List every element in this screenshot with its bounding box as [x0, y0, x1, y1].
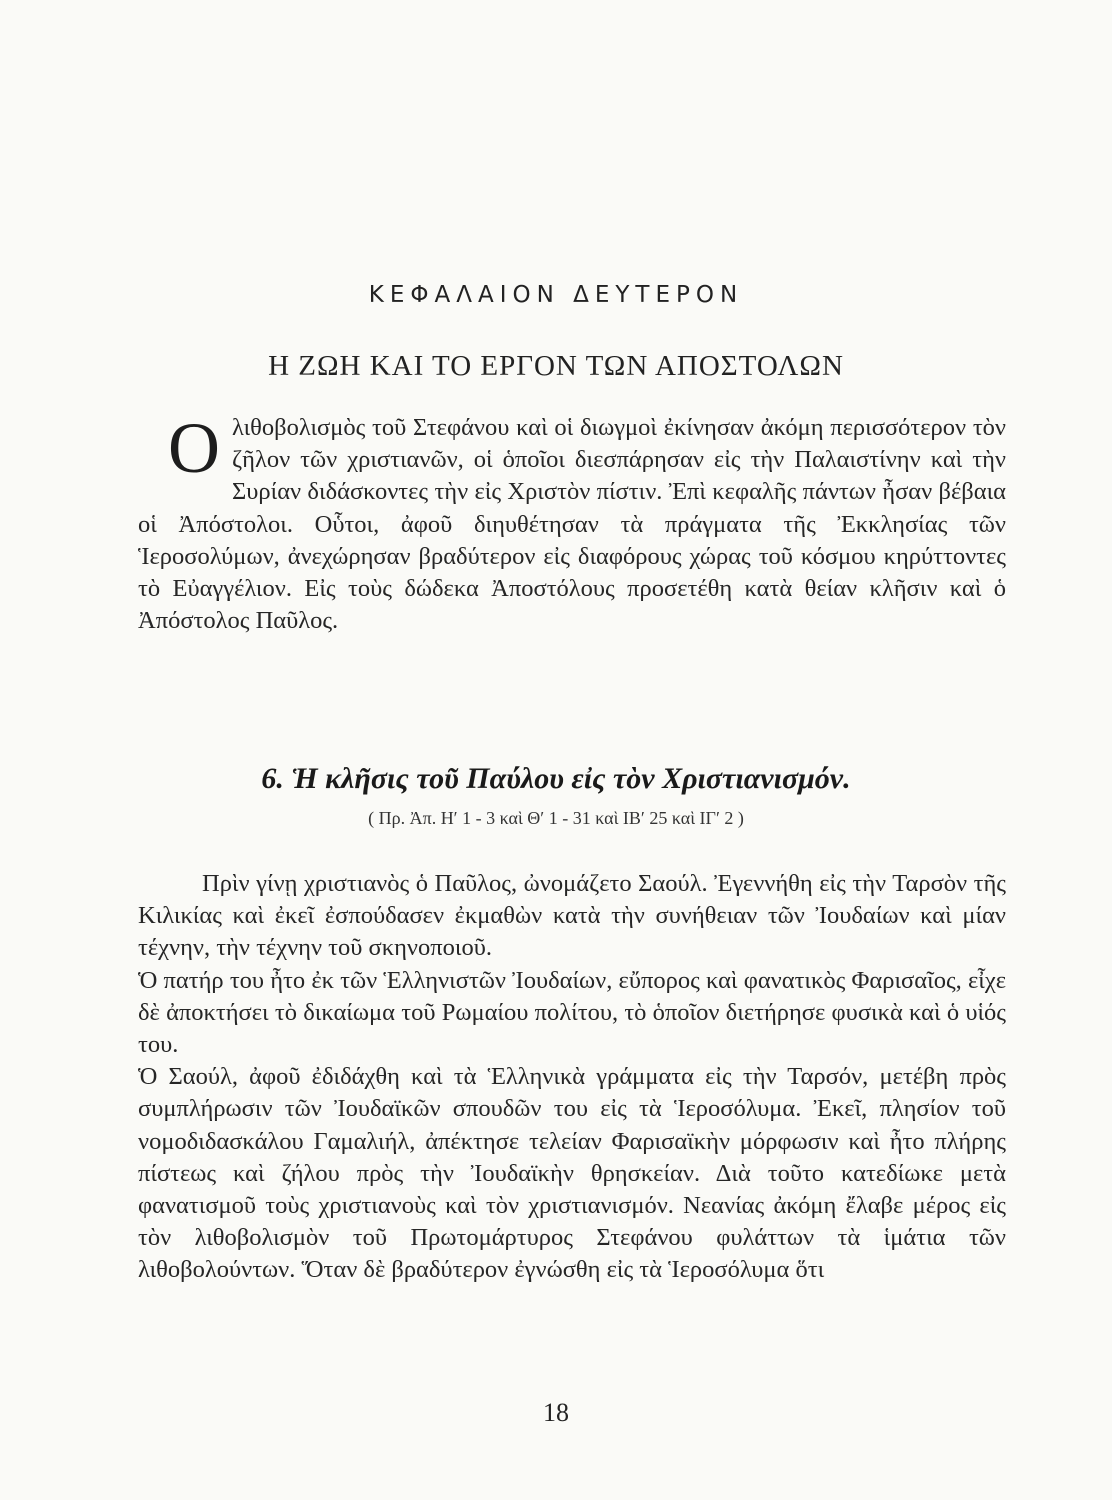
- body-paragraph: Ὁ πατήρ του ἦτο ἐκ τῶν Ἑλληνιστῶν Ἰουδαίων, εὔπορος καὶ φανατικὸς Φαρισαῖος, εἶχε δὲ ἀποκτήσει τὸ δικαίωμα τοῦ Ρωμαίου πολίτου, τὸ ὁποῖον διετήρησε φυσικὰ καὶ ὁ υἱός του.: [138, 966, 1006, 1059]
- section-heading: 6. Ἡ κλῆσις τοῦ Παύλου εἰς τὸν Χριστιανισμόν.: [261, 762, 851, 795]
- section-body: [138, 868, 1006, 1287]
- page-number: 18: [543, 1398, 569, 1427]
- intro-text: λιθοβολισμὸς τοῦ Στεφάνου καὶ οἱ διωγμοὶ ἐκίνησαν ἀκόμη περισσότερον τὸν ζῆλον τῶν χριστιανῶν, οἱ ὁποῖοι διεσπάρησαν εἰς τὴν Παλαιστίνην καὶ τὴν Συρίαν διδάσκοντες τὴν εἰς Χριστὸν πίστιν. Ἐπὶ κεφαλῆς πάντων ἦσαν βέβαια οἱ Ἀπόστολοι. Οὗτοι, ἀφοῦ διηυθέτησαν τὰ πράγματα τῆς Ἐκκλησίας τῶν Ἱεροσολύμων, ἀνεχώρησαν βραδύτερον εἰς διαφόρους χώρας τοῦ κόσμου κηρύττοντες τὸ Εὐαγγέλιον. Εἰς τοὺς δώδεκα Ἀποστόλους προσετέθη κατὰ θείαν κλῆσιν καὶ ὁ Ἀπόστολος Παῦλος.: [138, 414, 1006, 635]
- chapter-label: ΚΕΦΑΛΑΙΟΝ ΔΕΥΤΕΡΟΝ: [368, 282, 744, 308]
- chapter-title: Η ΖΩΗ ΚΑΙ ΤΟ ΕΡΓΟΝ ΤΩΝ ΑΠΟΣΤΟΛΩΝ: [268, 350, 844, 382]
- intro-paragraph: [138, 408, 1006, 637]
- scripture-reference: ( Πρ. Ἀπ. Η′ 1 - 3 καὶ Θ′ 1 - 31 καὶ ΙΒ′ 25 καὶ ΙΓ′ 2 ): [368, 808, 744, 828]
- body-paragraph: Πρὶν γίνῃ χριστιανὸς ὁ Παῦλος, ὠνομάζετο Σαούλ. Ἐγεννήθη εἰς τὴν Ταρσὸν τῆς Κιλικίας καὶ ἐκεῖ ἐσπούδασεν ἐκμαθὼν κατὰ τὴν συνήθειαν τῶν Ἰουδαίων καὶ μίαν τέχνην, τὴν τέχνην τοῦ σκηνοποιοῦ.: [138, 870, 1006, 962]
- drop-cap: Ο: [168, 408, 220, 488]
- body-paragraph: Ὁ Σαούλ, ἀφοῦ ἐδιδάχθη καὶ τὰ Ἑλληνικὰ γράμματα εἰς τὴν Ταρσόν, μετέβη πρὸς συμπλήρωσιν τῶν Ἰουδαϊκῶν σπουδῶν του εἰς τὰ Ἱεροσόλυμα. Ἐκεῖ, πλησίον τοῦ νομοδιδασκάλου Γαμαλιήλ, ἀπέκτησε τελείαν Φαρισαϊκὴν μόρφωσιν καὶ ἦτο πλήρης πίστεως καὶ ζήλου πρὸς τὴν Ἰουδαϊκὴν θρησκείαν. Διὰ τοῦτο κατεδίωκε μετὰ φανατισμοῦ τοὺς χριστιανοὺς καὶ τὸν χριστιανισμόν. Νεανίας ἀκόμη ἔλαβε μέρος εἰς τὸν λιθοβολισμὸν τοῦ Πρωτομάρτυρος Στεφάνου φυλάττων τὰ ἱμάτια τῶν λιθοβολούντων. Ὅταν δὲ βραδύτερον ἐγνώσθη εἰς τὰ Ἱεροσόλυμα ὅτι: [138, 1063, 1006, 1284]
